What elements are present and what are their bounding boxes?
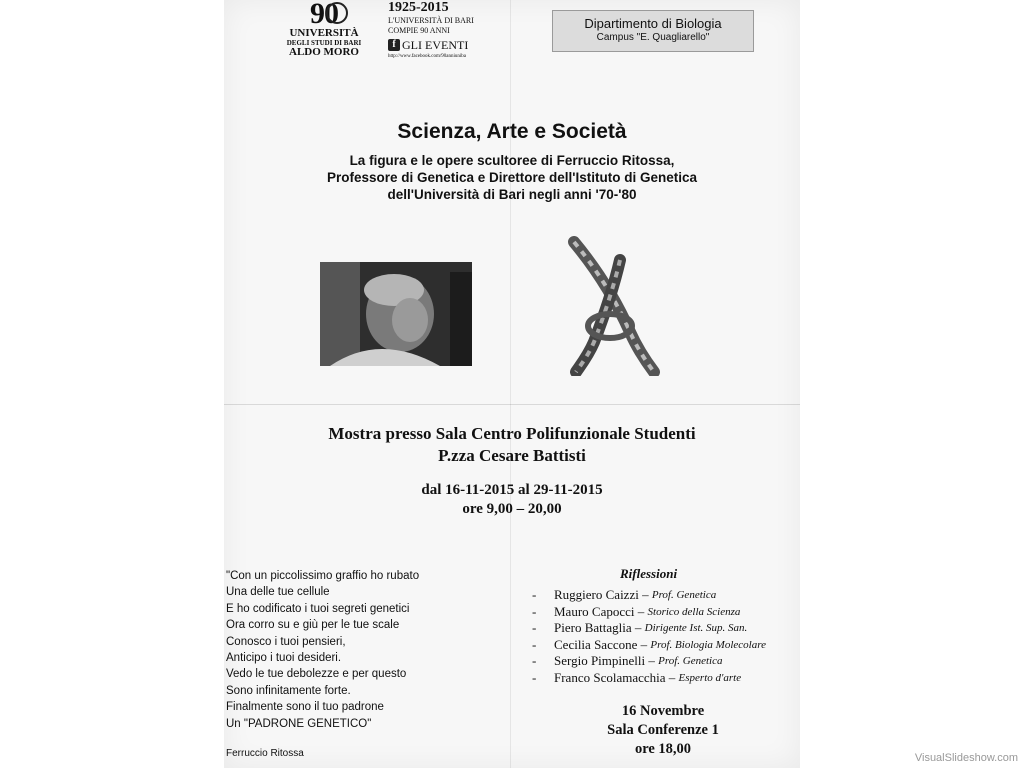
speaker-list <box>532 587 800 687</box>
speaker-role: Esperto d'arte <box>678 671 742 684</box>
subtitle <box>244 152 780 203</box>
reflections-room: Sala Conferenze 1 <box>607 722 719 738</box>
poem-line: Sono infinitamente forte. <box>226 684 351 697</box>
anniversary-line-1: L'UNIVERSITÀ DI BARI <box>388 16 474 25</box>
portrait-image <box>320 262 472 366</box>
reflections-title: Riflessioni <box>620 566 678 581</box>
fold-line-horizontal <box>224 404 800 405</box>
list-bullet: - <box>532 653 537 669</box>
list-bullet: - <box>532 587 537 602</box>
speaker-role: Prof. Genetica <box>658 655 723 668</box>
page-title: Scienza, Arte e Società <box>397 120 627 143</box>
poem <box>226 568 496 732</box>
speaker-role: Prof. Biologia Molecolare <box>650 638 766 651</box>
poem-line: "Con un piccolissimo graffio ho rubato <box>226 570 420 582</box>
speaker-item <box>532 653 800 670</box>
watermark: VisualSlideshow.com <box>914 752 1018 764</box>
facebook-label: GLI EVENTI <box>402 38 469 52</box>
exhibit-line-1: Mostra presso Sala Centro Polifunzionale Studenti <box>328 424 696 443</box>
department-campus: Campus "E. Quagliarello" <box>596 32 710 43</box>
speaker-separator: – <box>637 636 651 652</box>
reflections-time: ore 18,00 <box>634 741 692 757</box>
flyer-page <box>224 0 800 768</box>
speaker-name: Ruggiero Caizzi <box>554 587 639 602</box>
speaker-separator: – <box>645 653 659 669</box>
fold-line-vertical <box>510 0 511 768</box>
speaker-role: Dirigente Ist. Sup. San. <box>644 622 748 635</box>
subtitle-line: La figura e le opere scultoree di Ferruccio Ritossa, <box>349 153 675 168</box>
exhibit-location <box>224 423 800 467</box>
poem-line: Ora corro su e giù per le tue scale <box>226 619 400 632</box>
portrait-photo <box>320 262 472 366</box>
poem-line: Una delle tue cellule <box>226 586 330 599</box>
university-logo <box>276 0 372 58</box>
speaker-name: Sergio Pimpinelli <box>554 653 646 669</box>
speaker-separator: – <box>665 669 679 685</box>
logo-line-3: ALDO MORO <box>289 46 359 58</box>
speaker-role: Prof. Genetica <box>651 589 717 601</box>
speaker-item <box>532 620 800 637</box>
seal-icon <box>326 2 348 24</box>
speaker-item <box>532 637 800 654</box>
anniversary-line-2: COMPIE 90 ANNI <box>388 26 450 35</box>
exhibit-dates <box>224 481 800 519</box>
speaker-name: Franco Scolamacchia <box>554 669 666 685</box>
poem-line: Anticipo i tuoi desideri. <box>226 652 342 665</box>
speaker-item <box>532 587 800 604</box>
speaker-item <box>532 604 800 621</box>
list-bullet: - <box>532 636 537 652</box>
logo-line-2: DEGLI STUDI DI BARI <box>286 39 362 47</box>
list-bullet: - <box>532 603 537 619</box>
list-bullet: - <box>532 669 537 685</box>
logo-number: 90 <box>310 0 338 30</box>
speaker-separator: – <box>631 620 645 636</box>
speaker-role: Storico della Scienza <box>647 605 741 618</box>
reflections-schedule <box>570 702 756 759</box>
speaker-separator: – <box>638 587 652 602</box>
facebook-icon: f <box>388 39 400 51</box>
subtitle-line: dell'Università di Bari negli anni '70-'80 <box>387 187 637 202</box>
exhibit-line-2: P.zza Cesare Battisti <box>438 446 586 465</box>
poem-line: Finalmente sono il tuo padrone <box>226 701 384 714</box>
anniversary-block <box>388 0 488 60</box>
list-bullet: - <box>532 620 537 636</box>
poem-line: E ho codificato i tuoi segreti genetici <box>226 602 410 615</box>
speaker-name: Cecilia Saccone <box>554 636 638 652</box>
facebook-events <box>388 38 488 52</box>
speaker-separator: – <box>634 603 648 619</box>
department-name: Dipartimento di Biologia <box>584 16 722 31</box>
poem-author: Ferruccio Ritossa <box>226 748 304 759</box>
exhibit-hours: ore 9,00 – 20,00 <box>462 501 562 517</box>
anniversary-years: 1925-2015 <box>388 0 449 15</box>
poem-line: Conosco i tuoi pensieri, <box>226 635 346 648</box>
facebook-url: http://www.facebook.com/90anniuniba <box>388 54 466 59</box>
dna-sculpture-image <box>554 236 664 376</box>
logo-line-1: UNIVERSITÀ <box>289 27 359 39</box>
subtitle-line: Professore di Genetica e Direttore dell'Istituto di Genetica <box>326 170 698 185</box>
poem-line: Vedo le tue debolezze e per questo <box>226 668 407 681</box>
exhibit-date-range: dal 16-11-2015 al 29-11-2015 <box>421 482 603 498</box>
department-box <box>552 10 754 52</box>
speaker-name: Piero Battaglia <box>554 620 632 636</box>
reflections-date: 16 Novembre <box>621 703 705 719</box>
speaker-item <box>532 670 800 687</box>
speaker-name: Mauro Capocci <box>554 603 635 619</box>
poem-line: Un "PADRONE GENETICO" <box>226 717 372 730</box>
